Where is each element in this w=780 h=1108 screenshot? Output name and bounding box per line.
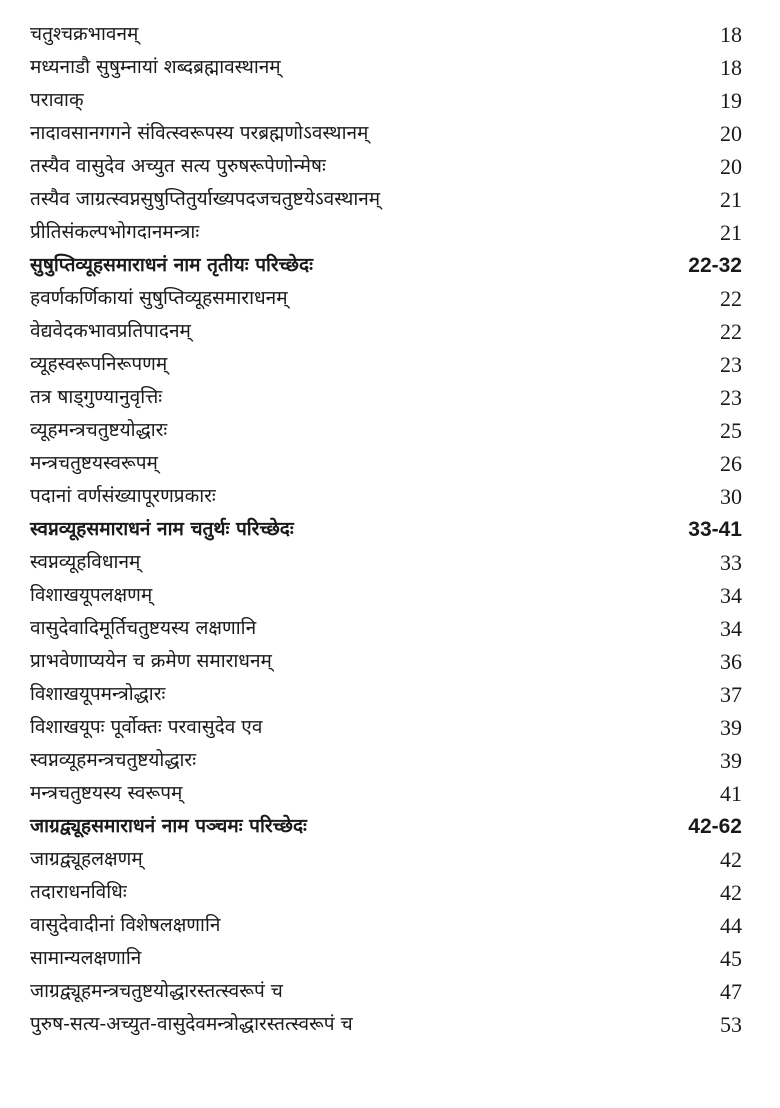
toc-entry-page: 34 [720,616,742,641]
toc-entry-page: 39 [720,715,742,740]
toc-entry-title: नादावसानगगने संवित्स्वरूपस्य परब्रह्मणोऽवस्थानम् [30,122,369,144]
toc-entry [30,117,742,150]
toc-entry-title: हवर्णकर्णिकायां सुषुप्तिव्यूहसमाराधनम् [30,287,288,309]
table-of-contents [30,18,742,1041]
toc-entry-title: तत्र षाड्गुण्यानुवृत्तिः [30,386,163,408]
toc-entry [30,975,742,1008]
toc-entry-title: विशाखयूपलक्षणम् [30,584,153,606]
toc-entry-title: मध्यनाडौ सुषुम्नायां शब्दब्रह्मावस्थानम् [30,56,281,78]
toc-entry [30,18,742,51]
toc-entry [30,546,742,579]
toc-entry-page: 22 [720,319,742,344]
toc-entry-title: पदानां वर्णसंख्यापूरणप्रकारः [30,485,216,507]
toc-entry-page: 23 [720,385,742,410]
toc-entry-page: 23 [720,352,742,377]
toc-chapter-heading [30,249,742,282]
toc-entry-page: 33-41 [688,518,742,541]
toc-entry-page: 41 [720,781,742,806]
toc-entry-title: जाग्रद्व्यूहसमाराधनं नाम पञ्चमः परिच्छेदः [30,815,307,837]
toc-entry-page: 21 [720,220,742,245]
toc-entry-page: 20 [720,154,742,179]
toc-entry [30,579,742,612]
toc-entry [30,348,742,381]
toc-entry-title: वेद्यवेदकभावप्रतिपादनम् [30,320,191,342]
toc-chapter-heading [30,513,742,546]
toc-entry-page: 39 [720,748,742,773]
toc-entry-title: स्वप्नव्यूहसमाराधनं नाम चतुर्थः परिच्छेदः [30,518,294,540]
toc-entry-page: 42-62 [688,815,742,838]
toc-entry-title: प्रीतिसंकल्पभोगदानमन्त्राः [30,221,200,243]
toc-entry-page: 18 [720,22,742,47]
toc-entry-title: व्यूहमन्त्रचतुष्टयोद्धारः [30,419,168,441]
toc-entry-page: 37 [720,682,742,707]
toc-entry-title: व्यूहस्वरूपनिरूपणम् [30,353,168,375]
toc-entry-title: प्राभवेणाप्ययेन च क्रमेण समाराधनम् [30,650,272,672]
toc-entry [30,183,742,216]
toc-entry [30,216,742,249]
toc-entry-page: 45 [720,946,742,971]
toc-entry-title: विशाखयूपमन्त्रोद्धारः [30,683,166,705]
toc-entry-page: 53 [720,1012,742,1037]
toc-entry-title: चतुश्चक्रभावनम् [30,23,139,45]
toc-entry-page: 36 [720,649,742,674]
toc-chapter-heading [30,810,742,843]
toc-entry [30,876,742,909]
toc-entry-page: 25 [720,418,742,443]
toc-entry-title: जाग्रद्व्यूहमन्त्रचतुष्टयोद्धारस्तत्स्वरूपं च [30,980,283,1002]
toc-entry-title: स्वप्नव्यूहविधानम् [30,551,141,573]
toc-entry-page: 18 [720,55,742,80]
toc-entry-title: सुषुप्तिव्यूहसमाराधनं नाम तृतीयः परिच्छेदः [30,254,313,276]
toc-entry-page: 21 [720,187,742,212]
toc-entry-page: 44 [720,913,742,938]
toc-entry [30,51,742,84]
toc-entry [30,942,742,975]
toc-entry-title: वासुदेवादिमूर्तिचतुष्टयस्य लक्षणानि [30,617,257,639]
toc-entry [30,909,742,942]
toc-entry-page: 33 [720,550,742,575]
toc-entry-title: स्वप्नव्यूहमन्त्रचतुष्टयोद्धारः [30,749,197,771]
toc-entry-title: तस्यैव जाग्रत्स्वप्नसुषुप्तितुर्याख्यपदजचतुष्टयेऽवस्थानम् [30,188,381,210]
toc-entry [30,414,742,447]
toc-entry-title: सामान्यलक्षणानि [30,947,142,969]
toc-entry [30,1008,742,1041]
toc-entry [30,381,742,414]
toc-entry [30,645,742,678]
toc-entry [30,84,742,117]
toc-entry [30,711,742,744]
toc-entry-page: 19 [720,88,742,113]
toc-entry [30,777,742,810]
toc-entry-title: परावाक् [30,89,84,111]
toc-entry-title: मन्त्रचतुष्टयस्य स्वरूपम् [30,782,183,804]
toc-entry-title: विशाखयूपः पूर्वोक्तः परवासुदेव एव [30,716,263,738]
toc-entry-page: 42 [720,880,742,905]
toc-entry [30,150,742,183]
toc-entry [30,282,742,315]
toc-entry-page: 20 [720,121,742,146]
toc-entry [30,612,742,645]
toc-entry-page: 30 [720,484,742,509]
toc-entry-title: जाग्रद्व्यूहलक्षणम् [30,848,143,870]
toc-entry-page: 22-32 [688,254,742,277]
toc-entry [30,480,742,513]
toc-entry-page: 42 [720,847,742,872]
toc-entry-title: पुरुष-सत्य-अच्युत-वासुदेवमन्त्रोद्धारस्तत्स्वरूपं च [30,1013,353,1035]
toc-entry [30,447,742,480]
toc-entry [30,315,742,348]
toc-entry-page: 34 [720,583,742,608]
toc-entry [30,744,742,777]
toc-entry-title: तस्यैव वासुदेव अच्युत सत्य पुरुषरूपेणोन्मेषः [30,155,326,177]
toc-entry-page: 47 [720,979,742,1004]
toc-entry-page: 26 [720,451,742,476]
toc-entry [30,843,742,876]
toc-entry-page: 22 [720,286,742,311]
toc-entry-title: वासुदेवादीनां विशेषलक्षणानि [30,914,221,936]
toc-entry-title: तदाराधनविधिः [30,881,127,903]
toc-entry-title: मन्त्रचतुष्टयस्वरूपम् [30,452,158,474]
toc-entry [30,678,742,711]
